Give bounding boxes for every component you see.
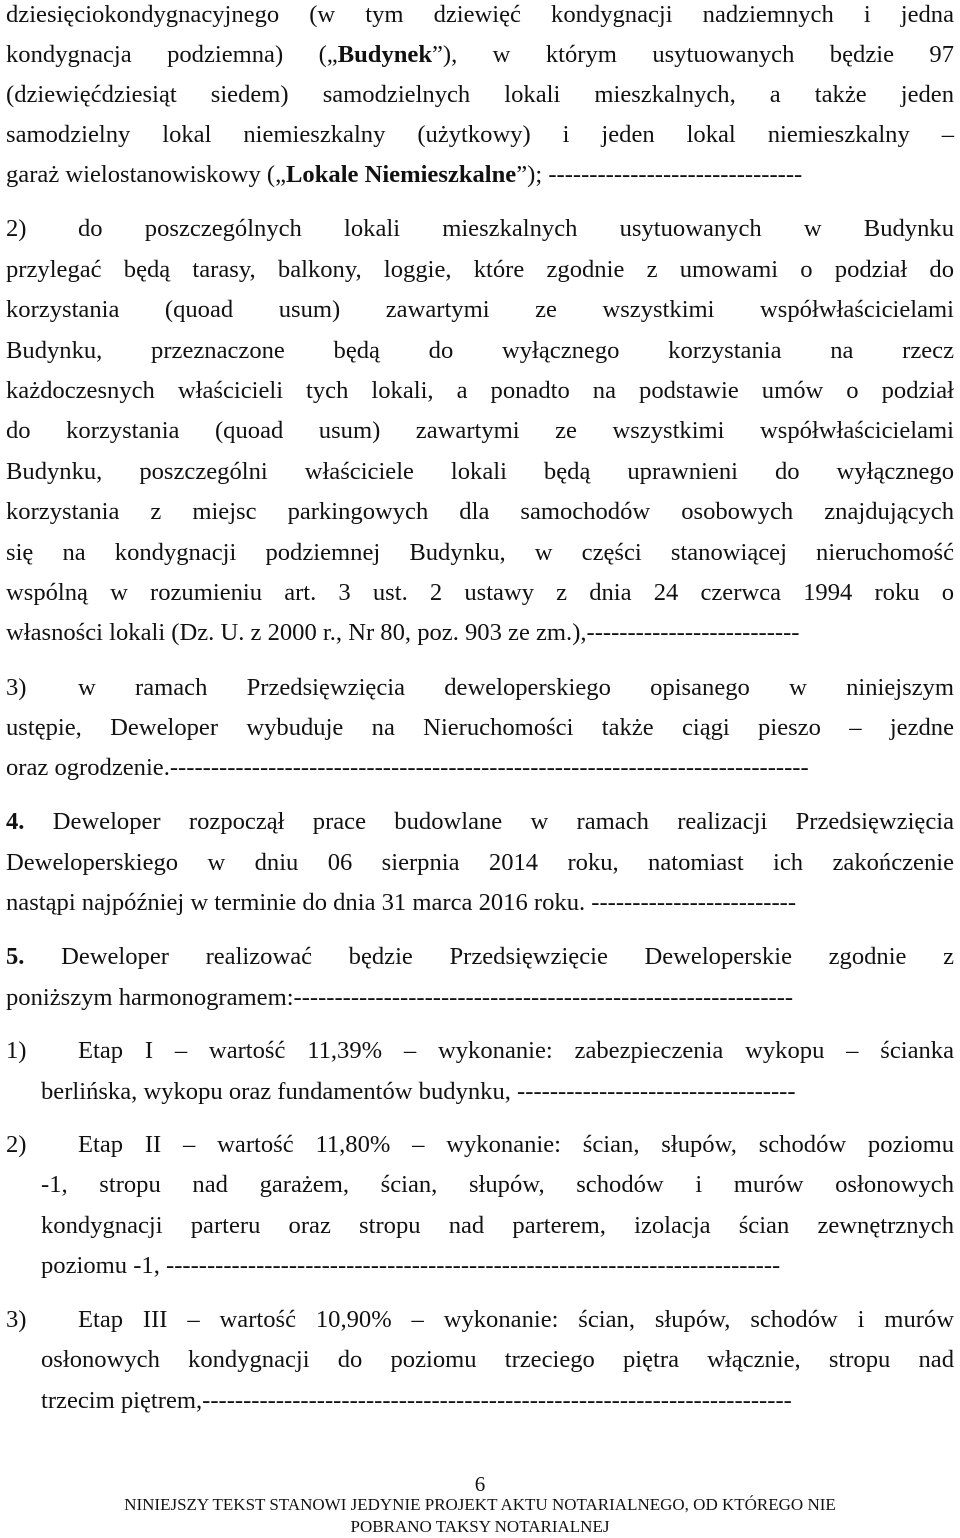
text-line: każdoczesnych właścicieli tych lokali, a ponadto na podstawie umów o podział xyxy=(6,377,954,404)
text-line: w ramach Przedsięwzięcia deweloperskiego opisanego w niniejszym xyxy=(78,674,954,701)
text-line: Etap II – wartość 11,80% – wykonanie: ścian, słupów, schodów poziomu xyxy=(78,1131,954,1158)
defined-term-budynek: Budynek xyxy=(337,41,433,68)
list-number: 2) xyxy=(6,215,27,242)
list-number: 1) xyxy=(6,1037,27,1064)
text-line: kondygnacji parteru oraz stropu nad parterem, izolacja ścian zewnętrznych xyxy=(41,1212,954,1239)
text-line: dziesięciokondygnacyjnego (w tym dziewięć kondygnacji nadziemnych i jedna xyxy=(6,1,954,28)
text-line xyxy=(6,160,954,190)
text-line: samodzielny lokal niemieszkalny (użytkowy) i jeden lokal niemieszkalny – xyxy=(6,121,954,148)
text-line: Budynku, poszczególni właściciele lokali będą uprawnieni do wyłącznego xyxy=(6,458,954,485)
text-fragment: ”); ------------------------------- xyxy=(516,161,803,188)
text-line: osłonowych kondygnacji do poziomu trzeciego piętra włącznie, stropu nad xyxy=(41,1346,954,1373)
footer-notice-line: NINIEJSZY TEKST STANOWI JEDYNIE PROJEKT AKTU NOTARIALNEGO, OD KTÓREGO NIE xyxy=(124,1495,836,1514)
list-number: 3) xyxy=(6,1306,27,1333)
text-line: trzecim piętrem,------------------------------------------------------------------------ xyxy=(41,1387,792,1414)
text-line: poziomu -1, --------------------------------------------------------------------------- xyxy=(41,1252,781,1279)
text-fragment: Deweloper rozpoczął prace budowlane w ramach realizacji Przedsięwzięcia xyxy=(24,808,954,835)
defined-term-lokale-niemieszkalne: Lokale Niemieszkalne xyxy=(286,161,517,188)
text-line: korzystania (quoad usum) zawartymi ze wszystkimi współwłaścicielami xyxy=(6,296,954,323)
text-line: Etap III – wartość 10,90% – wykonanie: ścian, słupów, schodów i murów xyxy=(78,1306,954,1333)
page-number: 6 xyxy=(474,1472,486,1496)
text-line: ustępie, Deweloper wybuduje na Nieruchomości także ciągi pieszo – jezdne xyxy=(6,714,954,741)
list-number: 2) xyxy=(6,1131,27,1158)
text-line: Budynku, przeznaczone będą do wyłącznego korzystania na rzecz xyxy=(6,337,954,364)
text-line: berlińska, wykopu oraz fundamentów budynku, ---------------------------------- xyxy=(41,1078,796,1105)
text-line: korzystania z miejsc parkingowych dla samochodów osobowych znajdujących xyxy=(6,498,954,525)
text-line: własności lokali (Dz. U. z 2000 r., Nr 80, poz. 903 ze zm.),-------------------------- xyxy=(6,619,800,646)
text-line: przylegać będą tarasy, balkony, loggie, które zgodnie z umowami o podział do xyxy=(6,256,954,283)
text-fragment: Deweloper realizować będzie Przedsięwzięcie Deweloperskie zgodnie z xyxy=(24,943,954,970)
list-number: 3) xyxy=(6,674,27,701)
text-line: do korzystania (quoad usum) zawartymi ze wszystkimi współwłaścicielami xyxy=(6,417,954,444)
text-line xyxy=(6,942,954,972)
text-line: oraz ogrodzenie.------------------------------------------------------------------------------ xyxy=(6,754,809,781)
text-line: Etap I – wartość 11,39% – wykonanie: zabezpieczenia wykopu – ścianka xyxy=(78,1037,954,1064)
text-line: do poszczególnych lokali mieszkalnych usytuowanych w Budynku xyxy=(78,215,954,242)
footer-notice-line: POBRANO TAKSY NOTARIALNEJ xyxy=(350,1517,610,1536)
text-fragment: ”), w którym usytuowanych będzie 97 xyxy=(432,41,954,68)
text-line xyxy=(6,40,954,70)
text-line: poniższym harmonogramem:------------------------------------------------------------- xyxy=(6,984,794,1011)
text-line: -1, stropu nad garażem, ścian, słupów, schodów i murów osłonowych xyxy=(41,1171,954,1198)
text-line: się na kondygnacji podziemnej Budynku, w części stanowiącej nieruchomość xyxy=(6,539,954,566)
text-line: wspólną w rozumieniu art. 3 ust. 2 ustawy z dnia 24 czerwca 1994 roku o xyxy=(6,579,954,606)
text-line xyxy=(6,807,954,837)
paragraph-number: 4. xyxy=(6,808,25,835)
text-line: Deweloperskiego w dniu 06 sierpnia 2014 roku, natomiast ich zakończenie xyxy=(6,849,954,876)
text-line: (dziewięćdziesiąt siedem) samodzielnych lokali mieszkalnych, a także jeden xyxy=(6,81,954,108)
text-fragment: kondygnacja podziemna) („ xyxy=(6,41,338,68)
text-fragment: garaż wielostanowiskowy („ xyxy=(6,161,287,188)
paragraph-number: 5. xyxy=(6,943,25,970)
text-line: nastąpi najpóźniej w terminie do dnia 31 marca 2016 roku. ------------------------- xyxy=(6,889,797,916)
